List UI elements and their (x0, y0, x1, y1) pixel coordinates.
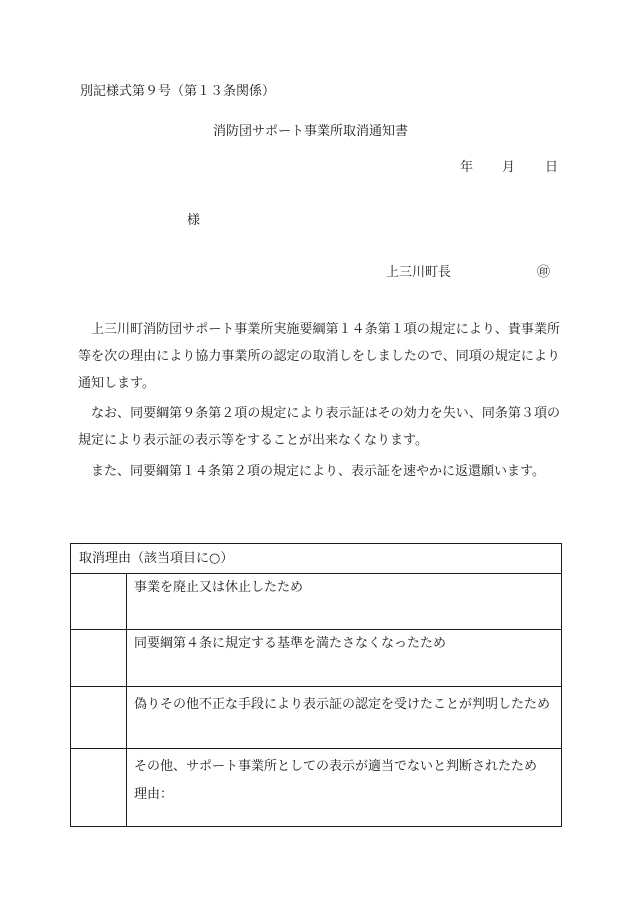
cancellation-reasons-table (70, 543, 562, 827)
reason-text: その他、サポート事業所としての表示が適当でないと判断されたため (134, 759, 538, 774)
date-year-label: 年 (460, 160, 474, 175)
body-paragraph-3: また、同要綱第１４条第２項の規定により、表示証を速やかに返還願います。 (91, 464, 545, 479)
checkbox-cell[interactable] (71, 687, 127, 749)
seal-mark: ㊞ (537, 265, 551, 280)
reason-detail-label: 理由： (134, 787, 174, 802)
form-number-label: 別記様式第９号（第１３条関係） (80, 84, 276, 99)
reason-text: 同要綱第４条に規定する基準を満たさなくなったため (127, 630, 562, 687)
reason-text: 偽りその他不正な手段により表示証の認定を受けたことが判明したため (127, 687, 562, 749)
document-title: 消防団サポート事業所取消通知書 (213, 124, 409, 139)
checkbox-cell[interactable] (71, 749, 127, 827)
body-paragraph-2: なお、同要綱第９条第２項の規定により表示証はその効力を失い、同条第３項の規定により表示証の表示等をすることが出来なくなります。 (78, 406, 560, 448)
table-row (71, 749, 562, 827)
table-row (71, 574, 562, 630)
recipient-honorific: 様 (187, 213, 201, 228)
date-month-label: 月 (502, 160, 516, 175)
table-row (71, 687, 562, 749)
reason-text: 事業を廃止又は休止したため (127, 574, 562, 630)
table-header: 取消理由（該当項目に○） (71, 544, 562, 574)
issuer-name: 上三川町長 (386, 265, 452, 280)
body-paragraph-1: 上三川町消防団サポート事業所実施要綱第１４条第１項の規定により、貴事業所等を次の理由により協力事業所の認定の取消しをしましたので、同項の規定により通知します。 (78, 322, 560, 391)
table-row (71, 630, 562, 687)
checkbox-cell[interactable] (71, 630, 127, 687)
checkbox-cell[interactable] (71, 574, 127, 630)
date-day-label: 日 (545, 160, 559, 175)
reason-cell-other (127, 749, 562, 827)
